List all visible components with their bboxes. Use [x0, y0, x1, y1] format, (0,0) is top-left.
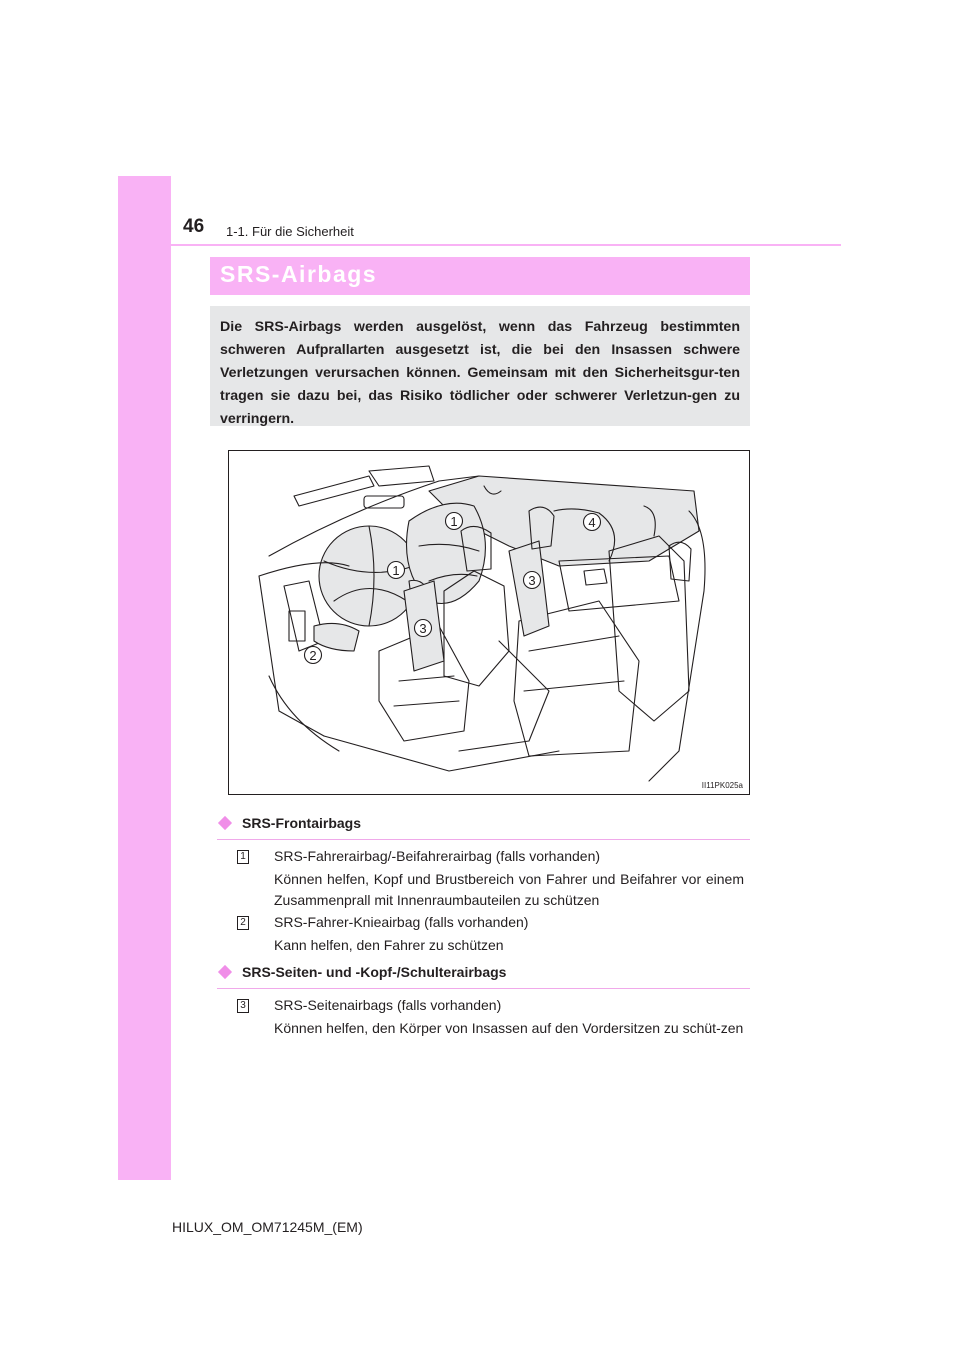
section-heading-side-airbags — [217, 964, 750, 989]
item-description: Kann helfen, den Fahrer zu schützen — [274, 937, 504, 953]
intro-text: Die SRS-Airbags werden ausgelöst, wenn das Fahrzeug bestimmten schweren Aufprallarten ausgesetzt ist, die bei den Insassen schwere Verletzungen verursachen können. Gemeinsam mit den Sicherheitsgur-ten tragen sie dazu bei, das Risiko tödlicher oder schwerer Verletzun-gen zu verringern. — [220, 319, 740, 427]
item-number-badge: 1 — [237, 850, 249, 864]
figure-code: II11PK025a — [701, 781, 743, 790]
callout-1-lower — [388, 562, 405, 579]
section-heading-text: SRS-Seiten- und -Kopf-/Schulterairbags — [242, 964, 507, 980]
callout-1-upper — [446, 513, 463, 530]
item-description: Können helfen, den Körper von Insassen auf den Vordersitzen zu schüt-zen — [274, 1020, 744, 1036]
section-title-bar — [210, 257, 750, 295]
list-item — [237, 997, 750, 1057]
callout-3-left — [415, 620, 432, 637]
page-title: SRS-Airbags — [220, 261, 378, 287]
item-description: Können helfen, Kopf und Brustbereich von Fahrer und Beifahrer vor einem Zusammenprall mit Innenraumbauteilen zu schützen — [274, 871, 744, 908]
svg-text:3: 3 — [419, 621, 427, 636]
chapter-sidebar-tab — [118, 176, 171, 1180]
car-interior-drawing — [229, 451, 749, 794]
diamond-bullet-icon — [218, 816, 232, 830]
item-title: SRS-Fahrerairbag/-Beifahrerairbag (falls vorhanden) — [274, 848, 601, 864]
section-heading-text: SRS-Frontairbags — [242, 815, 362, 831]
svg-text:2: 2 — [309, 648, 317, 663]
document-footer: HILUX_OM_OM71245M_(EM) — [172, 1219, 363, 1235]
chapter-breadcrumb: 1-1. Für die Sicherheit — [226, 224, 354, 239]
callout-4 — [584, 514, 601, 531]
header-divider — [171, 244, 841, 246]
list-item — [237, 914, 750, 954]
intro-box — [210, 306, 750, 426]
callout-3-right — [524, 572, 541, 589]
item-number-badge: 3 — [237, 999, 249, 1013]
item-title: SRS-Seitenairbags (falls vorhanden) — [274, 997, 502, 1013]
item-title: SRS-Fahrer-Knieairbag (falls vorhanden) — [274, 914, 529, 930]
section-heading-frontairbags — [217, 815, 750, 840]
svg-text:1: 1 — [450, 514, 458, 529]
svg-text:3: 3 — [528, 573, 536, 588]
page-number: 46 — [183, 216, 205, 237]
item-number-badge: 2 — [237, 916, 249, 930]
list-item — [237, 848, 750, 908]
callout-2 — [305, 647, 322, 664]
svg-text:4: 4 — [588, 515, 596, 530]
diamond-bullet-icon — [218, 965, 232, 979]
svg-text:1: 1 — [392, 563, 400, 578]
airbag-illustration — [228, 450, 750, 795]
